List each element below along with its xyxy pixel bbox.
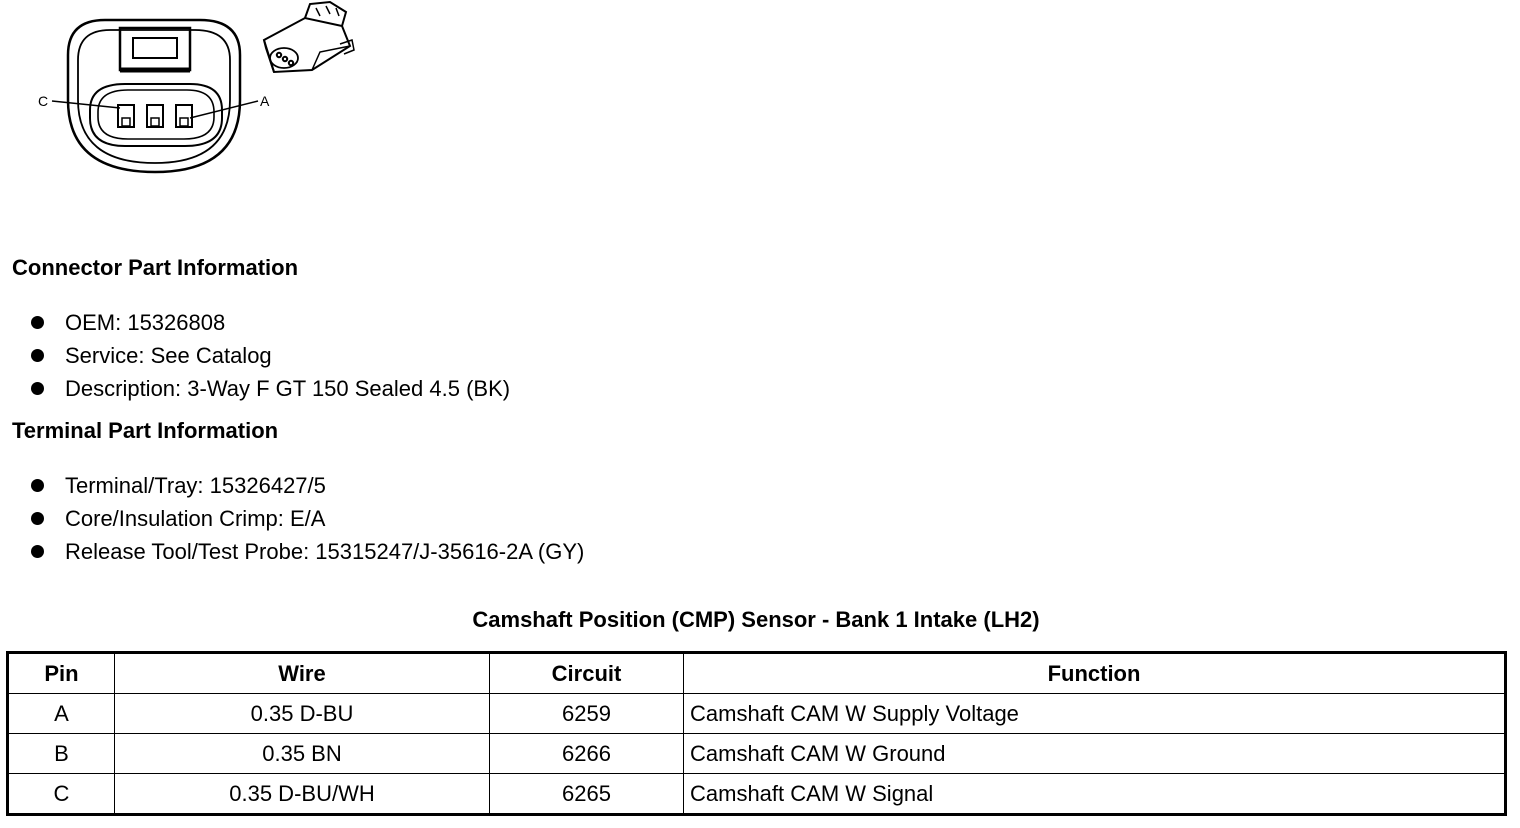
bullet-icon: [31, 545, 44, 558]
pinout-table: [6, 651, 1507, 816]
table-row: [8, 694, 1506, 734]
cell-circuit: 6266: [490, 734, 684, 774]
connector-part-list: [28, 306, 510, 405]
header-circuit: Circuit: [490, 653, 684, 694]
bullet-icon: [31, 316, 44, 329]
terminal-part-heading: Terminal Part Information: [12, 418, 279, 443]
list-item: Description: 3-Way F GT 150 Sealed 4.5 (BK): [28, 372, 510, 405]
cell-function: Camshaft CAM W Supply Voltage: [684, 694, 1506, 734]
cell-function: Camshaft CAM W Ground: [684, 734, 1506, 774]
table-row: [8, 774, 1506, 815]
cell-wire: 0.35 D-BU/WH: [115, 774, 490, 815]
header-function: Function: [684, 653, 1506, 694]
cell-wire: 0.35 D-BU: [115, 694, 490, 734]
bullet-icon: [31, 479, 44, 492]
cell-pin: A: [8, 694, 115, 734]
list-item: Release Tool/Test Probe: 15315247/J-35616-2A (GY): [28, 535, 584, 568]
table-title: Camshaft Position (CMP) Sensor - Bank 1 Intake (LH2): [472, 607, 1040, 632]
list-item: OEM: 15326808: [28, 306, 510, 339]
pin-label-c: C: [38, 93, 49, 109]
table-header-row: [8, 653, 1506, 694]
cell-wire: 0.35 BN: [115, 734, 490, 774]
bullet-icon: [31, 512, 44, 525]
header-pin: Pin: [8, 653, 115, 694]
table-row: [8, 734, 1506, 774]
connector-drawing: [30, 0, 370, 190]
terminal-part-list: [28, 469, 584, 568]
header-wire: Wire: [115, 653, 490, 694]
bullet-icon: [31, 349, 44, 362]
list-item: Terminal/Tray: 15326427/5: [28, 469, 584, 502]
cell-function: Camshaft CAM W Signal: [684, 774, 1506, 815]
pin-label-a: A: [260, 93, 270, 109]
cell-circuit: 6265: [490, 774, 684, 815]
list-item: Core/Insulation Crimp: E/A: [28, 502, 584, 535]
connector-part-heading: Connector Part Information: [12, 255, 299, 280]
cell-pin: B: [8, 734, 115, 774]
bullet-icon: [31, 382, 44, 395]
list-item: Service: See Catalog: [28, 339, 510, 372]
cell-circuit: 6259: [490, 694, 684, 734]
cell-pin: C: [8, 774, 115, 815]
